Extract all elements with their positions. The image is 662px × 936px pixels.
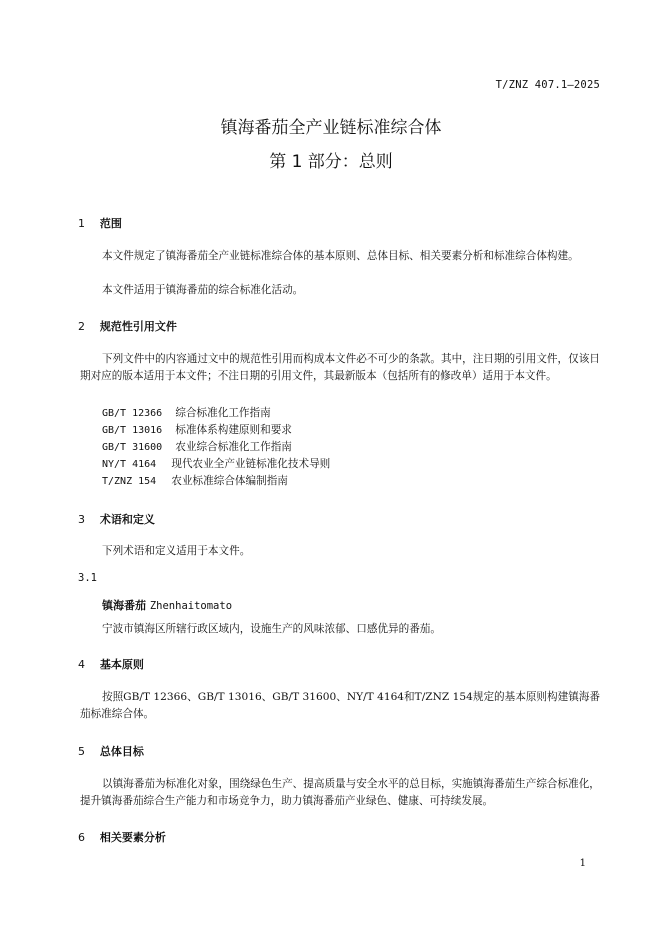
section-title: 术语和定义 xyxy=(99,513,155,526)
section-6-heading xyxy=(78,829,166,845)
term-english: Zhenhaitomato xyxy=(149,600,233,612)
reference-code: NY/T 4164 xyxy=(102,459,157,470)
document-subtitle: 第 1 部分：总则 xyxy=(269,152,393,172)
section-title: 总体目标 xyxy=(99,745,144,758)
section-4-heading xyxy=(78,656,144,672)
section-2-paragraph-1: 下列文件中的内容通过文中的规范性引用而构成本文件必不可少的条款。其中，注日期的引用文件，仅该日期对应的版本适用于本文件；不注日期的引用文件，其最新版本（包括所有的修改单）适用于本文件。 xyxy=(80,353,600,382)
section-title: 范围 xyxy=(99,217,122,230)
subsection-number: 3.1 xyxy=(78,572,97,584)
section-title: 基本原则 xyxy=(99,658,144,671)
section-number: 6 xyxy=(78,831,85,844)
reference-item xyxy=(102,456,330,471)
reference-item xyxy=(102,473,288,488)
reference-code: T/ZNZ 154 xyxy=(102,476,157,487)
section-title: 规范性引用文件 xyxy=(99,320,177,333)
document-title: 镇海番茄全产业链标准综合体 xyxy=(220,118,442,138)
section-3-heading xyxy=(78,511,155,527)
standard-number: T/ZNZ 407.1—2025 xyxy=(495,79,600,91)
section-1-paragraph-1: 本文件规定了镇海番茄全产业链标准综合体的基本原则、总体目标、相关要素分析和标准综合体构建。 xyxy=(102,250,579,262)
page-number: 1 xyxy=(579,858,586,869)
reference-item xyxy=(102,422,292,437)
section-1-paragraph-2: 本文件适用于镇海番茄的综合标准化活动。 xyxy=(102,284,304,296)
section-3-paragraph-1: 下列术语和定义适用于本文件。 xyxy=(102,545,251,557)
section-number: 4 xyxy=(78,658,85,671)
reference-item xyxy=(102,439,292,454)
term-entry xyxy=(102,597,232,613)
section-1-heading xyxy=(78,215,122,231)
reference-title: 农业标准综合体编制指南 xyxy=(171,475,288,487)
section-2-heading xyxy=(78,318,177,334)
reference-code: GB/T 31600 xyxy=(102,442,163,453)
section-title: 相关要素分析 xyxy=(99,831,166,844)
reference-title: 现代农业全产业链标准化技术导则 xyxy=(171,458,331,470)
reference-title: 标准体系构建原则和要求 xyxy=(175,424,292,436)
reference-code: GB/T 13016 xyxy=(102,425,163,436)
section-5-heading xyxy=(78,743,144,759)
reference-code: GB/T 12366 xyxy=(102,408,163,419)
section-number: 2 xyxy=(78,320,85,333)
section-number: 3 xyxy=(78,513,85,526)
section-number: 1 xyxy=(78,217,85,230)
reference-title: 综合标准化工作指南 xyxy=(175,407,271,419)
section-5-paragraph-1: 以镇海番茄为标准化对象，围绕绿色生产、提高质量与安全水平的总目标，实施镇海番茄生产综合标准化，提升镇海番茄综合生产能力和市场竞争力，助力镇海番茄产业绿色、健康、可持续发展。 xyxy=(80,778,600,807)
term-chinese: 镇海番茄 xyxy=(102,599,146,612)
reference-item xyxy=(102,405,271,420)
reference-title: 农业综合标准化工作指南 xyxy=(175,441,292,453)
section-4-paragraph-1: 按照GB/T 12366、GB/T 13016、GB/T 31600、NY/T 4164和T/ZNZ 154规定的基本原则构建镇海番茄标准综合体。 xyxy=(80,691,600,720)
term-definition: 宁波市镇海区所辖行政区域内，设施生产的风味浓郁、口感优异的番茄。 xyxy=(102,623,441,635)
section-number: 5 xyxy=(78,745,85,758)
